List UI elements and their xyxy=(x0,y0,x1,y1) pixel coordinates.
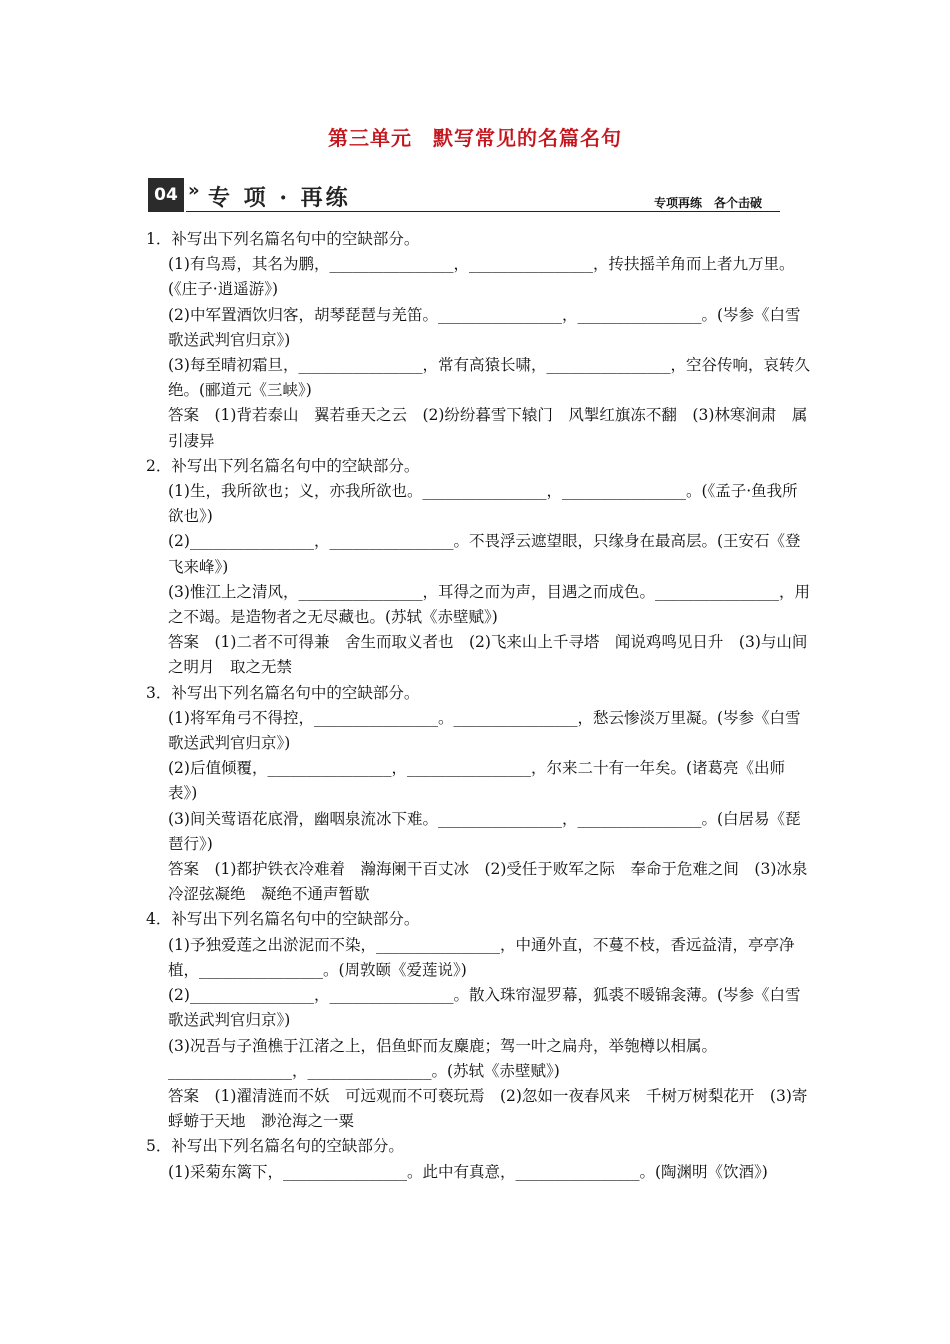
question-item: (1)采菊东篱下，________________。此中有真意，________________。(陶渊明《饮酒》) xyxy=(168,1162,768,1181)
answer-text: 答案 (1)背若泰山 翼若垂天之云 (2)纷纷暮雪下辕门 风掣红旗冻不翻 (3)林寒涧肃 属引凄异 xyxy=(168,406,808,450)
question-2 xyxy=(146,454,810,681)
question-item: (3)每至晴初霜旦，________________，常有高猿长啸，________________，空谷传响，哀转久绝。(郦道元《三峡》) xyxy=(168,356,810,400)
question-4 xyxy=(146,907,810,1134)
question-5 xyxy=(146,1134,810,1184)
question-list xyxy=(146,227,810,1185)
answer-text: 答案 (1)二者不可得兼 舍生而取义者也 (2)飞来山上千寻塔 闻说鸡鸣见日升 (3)与山间之明月 取之无禁 xyxy=(168,633,808,677)
question-prompt: 4．补写出下列名篇名句中的空缺部分。 xyxy=(146,910,420,929)
question-prompt: 2．补写出下列名篇名句中的空缺部分。 xyxy=(146,456,420,475)
question-prompt: 1．补写出下列名篇名句中的空缺部分。 xyxy=(146,230,420,248)
answer-text: 答案 (1)都护铁衣冷难着 瀚海阑干百丈冰 (2)受任于败军之际 奉命于危难之间 (3)冰泉冷涩弦凝绝 凝绝不通声暂歇 xyxy=(168,860,808,904)
answer-text: 答案 (1)濯清涟而不妖 可远观而不可亵玩焉 (2)忽如一夜春风来 千树万树梨花开 (3)寄蜉蝣于天地 渺沧海之一粟 xyxy=(168,1086,808,1131)
question-item: (1)将军角弓不得控，________________。________________，愁云惨淡万里凝。(岑参《白雪歌送武判官归京》) xyxy=(168,708,801,753)
question-3 xyxy=(146,681,810,908)
question-item: (1)予独爱莲之出淤泥而不染，________________，中通外直，不蔓不枝，香远益清，亭亭净植，________________。(周敦颐《爱莲说》) xyxy=(168,935,795,979)
question-item: (2)中军置酒饮归客，胡琴琵琶与羌笛。________________，________________。(岑参《白雪歌送武判官归京》) xyxy=(168,305,801,349)
question-item: (3)间关莺语花底滑，幽咽泉流冰下难。________________，________________。(白居易《琵琶行》) xyxy=(168,809,801,853)
section-banner xyxy=(148,178,780,214)
question-item: (1)有鸟焉，其名为鹏，________________，________________，抟扶摇羊角而上者九万里。(《庄子·逍遥游》) xyxy=(168,255,795,299)
question-item: (1)生，我所欲也；义，亦我所欲也。________________，________________。(《孟子·鱼我所欲也》) xyxy=(168,482,798,526)
question-1 xyxy=(146,227,810,454)
question-item: (3)况吾与子渔樵于江渚之上，侣鱼虾而友麋鹿；驾一叶之扁舟，举匏樽以相属。________________，________________。(苏轼《赤壁赋》) xyxy=(168,1036,717,1080)
section-number-badge: 04 xyxy=(148,178,184,212)
page-title: 第三单元 默写常见的名篇名句 xyxy=(328,126,622,150)
divider xyxy=(186,211,780,212)
question-prompt: 5．补写出下列名篇名句的空缺部分。 xyxy=(146,1137,404,1156)
question-item: (2)________________，________________。散入珠帘湿罗幕，狐裘不暖锦衾薄。(岑参《白雪歌送武判官归京》) xyxy=(168,986,801,1030)
question-item: (2)________________，________________。不畏浮云遮望眼，只缘身在最高层。(王安石《登飞来峰》) xyxy=(168,532,801,576)
section-subtitle: 专项再练 各个击破 xyxy=(653,196,762,210)
question-item: (3)惟江上之清风，________________，耳得之而为声，目遇之而成色。________________，用之不竭。是造物者之无尽藏也。(苏轼《赤壁赋》) xyxy=(168,582,810,627)
question-item: (2)后值倾覆，________________，________________，尔来二十有一年矣。(诸葛亮《出师表》) xyxy=(168,759,786,803)
question-prompt: 3．补写出下列名篇名句中的空缺部分。 xyxy=(146,683,420,702)
chevron-right-icon: » xyxy=(188,180,200,201)
section-title: 专 项 · 再练 xyxy=(208,185,351,211)
